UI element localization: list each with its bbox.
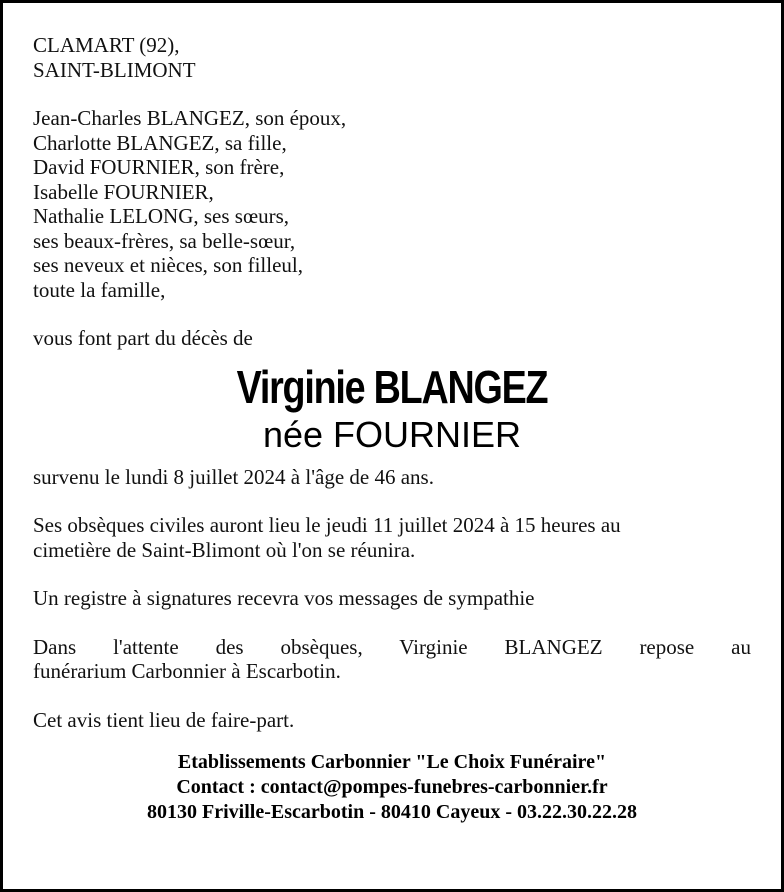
death-info: survenu le lundi 8 juillet 2024 à l'âge de 46 ans. xyxy=(33,464,434,489)
repose-line-2: funérarium Carbonnier à Escarbotin. xyxy=(33,659,341,683)
announcement-text: vous font part du décès de xyxy=(33,326,253,350)
family-member: ses beaux-frères, sa belle-sœur, xyxy=(33,228,296,253)
funeral-paragraph xyxy=(33,513,751,562)
funeral-home-contact: Contact : contact@pompes-funebres-carbonnier.fr xyxy=(176,776,608,798)
family-list xyxy=(33,106,751,302)
registry-text: Un registre à signatures recevra vos messages de sympathie xyxy=(33,586,535,610)
funeral-line-2: cimetière de Saint-Blimont où l'on se réunira. xyxy=(33,537,416,562)
repose-paragraph xyxy=(33,635,751,684)
family-member: toute la famille, xyxy=(33,277,166,302)
funeral-home-footer xyxy=(33,750,751,825)
location-line-1: CLAMART (92), xyxy=(33,33,180,57)
notice-body xyxy=(33,33,751,825)
family-member: David FOURNIER, son frère, xyxy=(33,155,285,179)
deceased-name: Virginie BLANGEZ xyxy=(236,360,548,413)
funeral-line-1: Ses obsèques civiles auront lieu le jeudi 11 juillet 2024 à 15 heures au xyxy=(33,513,621,537)
funeral-home-name: Etablissements Carbonnier "Le Choix Funéraire" xyxy=(177,751,607,773)
location-line-2: SAINT-BLIMONT xyxy=(33,57,196,82)
family-member: Charlotte BLANGEZ, sa fille, xyxy=(33,130,287,155)
repose-line-1: Dans l'attente des obsèques, Virginie BLANGEZ repose au xyxy=(33,634,751,659)
funeral-home-address: 80130 Friville-Escarbotin - 80410 Cayeux - 03.22.30.22.28 xyxy=(147,801,637,823)
family-member: ses neveux et nièces, son filleul, xyxy=(33,253,304,277)
family-member: Nathalie LELONG, ses sœurs, xyxy=(33,204,290,228)
closing-text: Cet avis tient lieu de faire-part. xyxy=(33,707,295,732)
family-member: Isabelle FOURNIER, xyxy=(33,179,214,204)
deceased-maiden-name: née FOURNIER xyxy=(262,413,522,455)
location-block xyxy=(33,33,751,82)
family-member: Jean-Charles BLANGEZ, son époux, xyxy=(33,106,347,130)
